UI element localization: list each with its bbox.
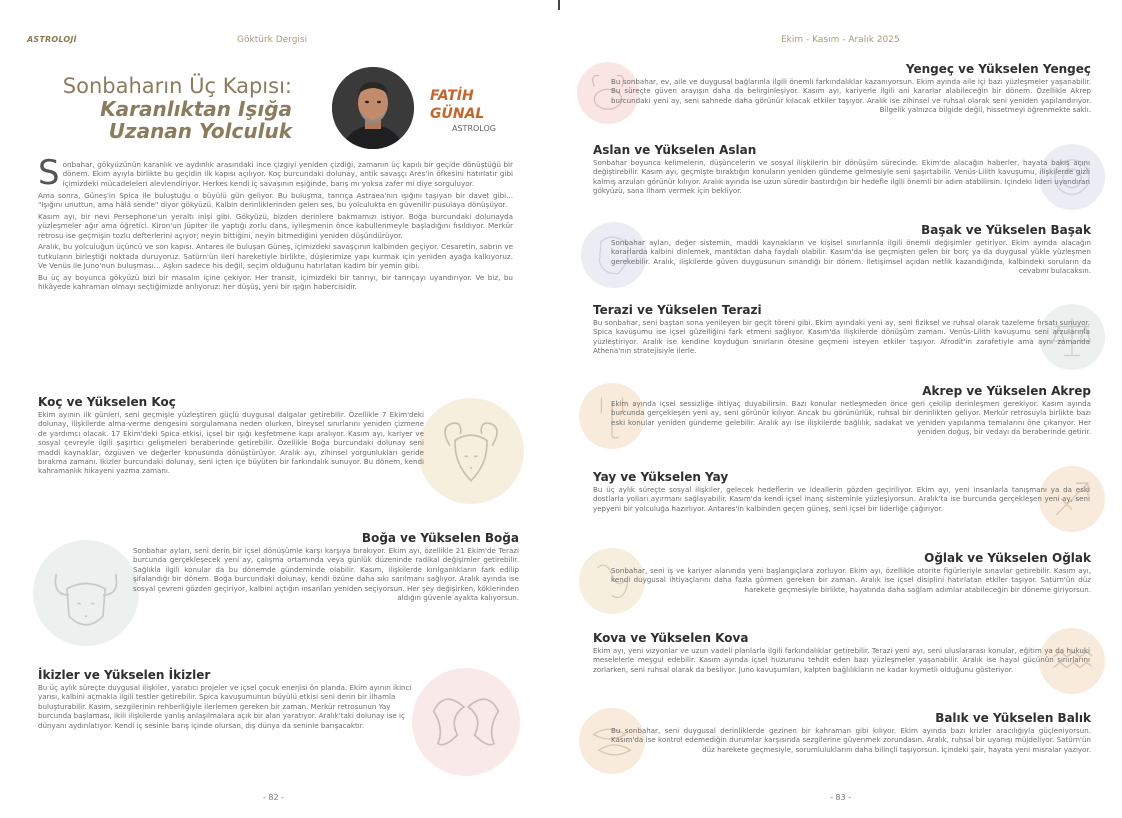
- intro-paragraph: Sonbahar, gökyüzünün karanlık ve aydınlık arasındaki ince çizgiyi yeniden çizdiği, zamanın üç kapılı bir geçide dönüştüğü bir dönem. Ekim ayıyla birlikte bu geçidin ilk kapısı açılıyor. Koç burcundaki dolunay, antik savaşçı Ares'in öfkesini hatırlatır gibi içimizdeki mücadeleleri alevlendiriyor. Herkes kendi iç savaşının eşiğinde, barış mı yoksa zafer mi diye sorguluyor.: [38, 153, 513, 193]
- section-body: Bu sonbahar, ev, aile ve duygusal bağlarınla ilgili önemli farkındalıklar kazanıyorsun. Ekim ayında aile içi bazı yüzleşmeler yaşanabilir. Bu süreçte güven arayışın daha da belirginleşiyor. Kasım ayı, kariyerle ilgili ani kararlar alabileceğin bir dönem. Özellikle Akrep burcundaki yeni ay, seni sahnede daha görünür kılacak etkiler taşıyor. Aralık ise zihinsel ve ruhsal olarak seni yeniden yapılandırıyor. Bilgelik yalnızca bilgide değil, hissetmeyi öğrenmekte saklı.: [611, 77, 1091, 115]
- section-title: Kova ve Yükselen Kova: [593, 631, 749, 645]
- section-title: Koç ve Yükselen Koç: [38, 395, 176, 409]
- zodiac-section-aries: [38, 395, 424, 476]
- section-title: Boğa ve Yükselen Boğa: [361, 531, 519, 545]
- section-title: Başak ve Yükselen Başak: [921, 223, 1091, 237]
- intro-paragraph: Bu üç ay boyunca gökyüzü bizi bir masalın içine çekiyor. Her transit, içimizdeki bir tanrıyı, bir tanrıçayı uyandırıyor. Ve biz, bu hikâyede kahraman olmayı seçtiğimizde anlıyoruz: her düşüş, yeni bir ışığın habercisidir.: [38, 273, 513, 292]
- section-body: Ekim ayında içsel sessizliğe ihtiyaç duyabilirsin. Bazı konular netleşmeden önce geri çekilip derinleşmen gerekiyor. Kasım ayında burcunda gerçekleşen yeni ay, seni görünür kılıyor. Ancak bu görünürlük, ruhsal bir derinlikten geliyor. Merkür retrosuyla birlikte bazı eski konular yeniden gündeme gelebilir. Aralık ayı ise ilişkilerde bağlılık, sadakat ve yeniden yapılanma temalarını öne çıkarıyor. Her yeniden doğuş, bir vedayı da beraberinde getirir.: [611, 399, 1091, 437]
- section-title: Yay ve Yükselen Yay: [593, 470, 729, 484]
- section-body: Ekim ayı, yeni vizyonlar ve uzun vadeli planlarla ilgili farkındalıklar getirebilir. Terazi yeni ayı, seni uluslararası konular, eğitim ya da hukuki meselelerle meşgul edebilir. Kasım ayında içsel huzurunu tehdit eden bazı yüzleşmeler yaşanabilir. Aralık ise hayal gücünün sınırlarını zorlarken, seni ruhsal olarak da besliyor. Juno kavuşumları, kalpten bağlılıkların ne kadar kıymetli olduğunu gösteriyor.: [593, 646, 1090, 674]
- section-title: Akrep ve Yükselen Akrep: [922, 384, 1091, 398]
- intro-text: [38, 153, 513, 294]
- drop-cap: S: [38, 153, 60, 193]
- section-title: Yengeç ve Yükselen Yengeç: [905, 62, 1091, 76]
- right-page: [561, 0, 1122, 818]
- section-title: Balık ve Yükselen Balık: [935, 711, 1091, 725]
- article-title: [40, 74, 292, 142]
- zodiac-section-scorpio: [611, 384, 1091, 437]
- section-body: Ekim ayının ilk günleri, seni geçmişle yüzleştiren güçlü duygusal dalgalar getirebilir. Özellikle 7 Ekim'deki dolunay, ilişkilerde alma-verme dengesini sorgulamana neden olurken, bireysel sınırlarını yeniden çizmene de yardımcı olacak. 17 Ekim'deki Spica etkisi, içsel bir ışığı keşfetmene kapı aralıyor. Kasım ayı, kariyer ve sosyal çevreyle ilgili şaşırtıcı gelişmeleri beraberinde getirebilir. Özellikle Boğa burcundaki dolunay seni maddi kaynaklar, özgüven ve değerler konusunda dönüştürüyor. Aralık ayı, zihinsel yorgunlukları geride bırakma zamanı. İkizler burcundaki dolunay, seni içten içe büyüten bir farkındalık sunuyor. Bu dönem, kendi kahramanlık hikayeni yazma zamanı.: [38, 410, 424, 476]
- intro-paragraph: Kasım ayı, bir nevi Persephone'un yeraltı inişi gibi. Gökyüzü, bizden derinlere bakmamızı istiyor. Boğa burcundaki dolunayda yüzleşmeler ağır ama öğretici. Kiron'un Jüpiter ile yaptığı zorlu dans, iyileşmenin önce kabullenmeyle başladığını fısıldıyor. Merkür retrosu ise geçmişin tozlu defterlerini açıyor; neyin bittiğini, neyin bitmediğini yeniden düşündürüyor.: [38, 211, 513, 240]
- author-photo: [332, 67, 414, 149]
- author-first-name: FATİH: [430, 88, 474, 104]
- zodiac-section-cancer: [611, 62, 1091, 115]
- zodiac-section-capricorn: [611, 551, 1091, 594]
- section-body: Bu üç aylık süreçte duygusal ilişkiler, yaratıcı projeler ve içsel çocuk enerjisi ön planda. Ekim ayının ikinci yarısı, kalbini açmakla ilgili testler getirebilir. Spica kavuşumunun büyülü etkisi seni derin bir ilhamla buluşturabilir. Kasım, sezgilerinin rehberliğiyle ilerlemen gereken bir zaman. Merkür retrosunun Yay burcunda başlaması, ikili ilişkilerde yanlış anlaşılmalara açık bir alan yaratıyor. Aralık'taki dolunay ise iç dünyanı aydınlatıyor. Kendi iç sesinle barış içinde olursan, dış dünya da seninle barışacaktır.: [38, 683, 412, 730]
- intro-paragraph: Ama sonra, Güneş'in Spica ile buluştuğu o büyülü gün geliyor. Bu buluşma, tanrıça Astraea'nın ışığını taşıyan bir davet gibi... "Işığını unuttun, ama hâlâ sende" diyor gökyüzü. Kalbin derinliklerinden gelen ses, bu yolculukta en güvenilir pusulaya dönüşüyor.: [38, 190, 513, 210]
- section-body: Sonbahar, seni iş ve kariyer alanında yeni başlangıçlara zorluyor. Ekim ayı, özellikle otorite figürleriyle sınavlar getirebilir. Kasım ayı, kendi duygusal ihtiyaçlarını daha fazla görmen gereken bir zaman. Aralık ise içsel disiplini hatırlatan etkiler taşıyor. Satürn'ün düz harekete geçmesiyle birlikte, hayatında daha sağlam adımlar atabileceğin bir döneme giriyorsun.: [611, 566, 1091, 594]
- page-number: - 83 -: [830, 793, 852, 802]
- section-body: Sonbahar ayları, değer sistemin, maddi kaynakların ve kişisel sınırlarınla ilgili önemli değişimler getiriyor. Ekim ayında alacağın kararlarda kalbini dinlemek, mantıktan daha faydalı olabilir. Kasım'da ise geçmişten gelen bir borç ya da duygusal yükle yüzleşmen gerekebilir. Aralık, ilişkilerde güven duygusunun sınandığı bir dönem. İletişimsel açıdan netlik kazandığında, kalbindeki soruların da cevabını bulacaksın.: [611, 238, 1091, 276]
- taurus-bull-icon: [33, 540, 139, 646]
- zodiac-section-aquarius: [593, 631, 1090, 674]
- zodiac-section-gemini: [38, 668, 416, 730]
- section-title: Terazi ve Yükselen Terazi: [593, 303, 762, 317]
- section-title: Aslan ve Yükselen Aslan: [593, 143, 757, 157]
- section-label: ASTROLOJİ: [27, 35, 77, 44]
- zodiac-section-pisces: [611, 711, 1091, 754]
- zodiac-section-virgo: [611, 223, 1091, 276]
- section-body: Bu üç aylık süreçte sosyal ilişkiler, gelecek hedeflerin ve ideallerin gözden geçiriliyor. Ekim ayı, yeni insanlarla tanışmanı ya da eski dostlarla yolları ayırmanı sağlayabilir. Kasım'da kendi içsel inanç sisteminle yüzleşiyorsun. Aralık'ta ise burcunda gerçekleşen yeni ay, seni yepyeni bir yolculuğa hazırlıyor. Antares'in kalbinden geçen güneş, seni içsel bir liderliğe çağırıyor.: [593, 485, 1090, 513]
- zodiac-section-leo: [593, 143, 1090, 196]
- zodiac-section-taurus: [133, 531, 519, 602]
- zodiac-section-sagittarius: [593, 470, 1090, 513]
- title-line-3: Uzanan Yolculuk: [108, 119, 292, 143]
- zodiac-section-libra: [593, 303, 1090, 356]
- title-line-2: Karanlıktan Işığa: [100, 97, 292, 121]
- section-body: Bu sonbahar, seni duygusal derinliklerde gezinen bir kahraman gibi kılıyor. Ekim ayında bazı krizler aracılığıyla güçleniyorsun. Kasım'da ise kontrol edemediğin durumlar karşısında sezgilerine güvenmek zorundasın. Aralık, ruhsal bir uyanışı müjdeliyor. Satürn'ün düz harekete geçmesiyle, sorumluluklarını daha bilinçli taşıyorsun. İçindeki şair, hayata yeni mısralar yazıyor.: [611, 726, 1091, 754]
- section-body: Sonbahar ayları, seni derin bir içsel dönüşümle karşı karşıya bırakıyor. Ekim ayı, özellikle 21 Ekim'de Terazi burcunda gerçekleşecek yeni ay, çalışma ortamında veya günlük düzeninde radikal değişimler getirebilir. Sağlıkla ilgili konular da bu dönemde gündeminde olabilir. Kasım, ilişkilerde kırılganlıkların fark edilip şifalandığı bir dönem. Boğa burcundaki dolunay, kendi özüne daha sıkı sarılmanı sağlıyor. Aralık ayında ise sosyal çevreni gözden geçiriyor, kalbini açtığın insanları yeniden seçiyorsun. Her şey değişirken, köklerinden aldığın güvenle ayakta kalıyorsun.: [133, 546, 519, 603]
- page-number: - 82 -: [263, 793, 285, 802]
- gemini-twins-icon: [412, 668, 520, 776]
- magazine-name: Göktürk Dergisi: [237, 35, 308, 45]
- section-title: Oğlak ve Yükselen Oğlak: [924, 551, 1091, 565]
- intro-paragraph: Aralık, bu yolculuğun üçüncü ve son kapısı. Antares ile buluşan Güneş, içimizdeki savaşçının kalbinden geçiyor. Cesaretin, sabrın ve tutkuların birleştiği noktada duruyoruz. Satürn'ün ileri hareketiyle birlikte, düşlerimize yapı kurmak için yeniden ayağa kalkıyoruz. Ve Venüs ile Juno'nun buluşması... Aşkın sadece his değil, seçim olduğunu hatırlatan kadim bir yemin gibi.: [38, 242, 513, 271]
- section-title: İkizler ve Yükselen İkizler: [38, 668, 211, 682]
- section-body: Bu sonbahar, seni baştan sona yenileyen bir geçit töreni gibi. Ekim ayındaki yeni ay, seni fiziksel ve ruhsal olarak tazeleme fırsatı sunuyor. Spica kavuşumu ise içsel güzelliğini fark etmeni sağlıyor. Kasım'da ilişkilerde dönüşüm zamanı. Venüs-Lilith kavuşumu seni arzularınla yüzleştiriyor. Aralık ise kendine koyduğun sınırların ötesine geçmeni isteyen etkiler taşıyor. Afrodit'in zarafetiyle ama aynı zamanda Athena'nın stratejisiyle ilerle.: [593, 318, 1090, 356]
- section-body: Sonbahar boyunca kelimelerin, düşüncelerin ve sosyal ilişkilerin bir dönüşüm sürecinde. Ekim'de alacağın haberler, hayata bakış açını değiştirebilir. Kasım ayı, geçmişte bıraktığın konuların yeniden gündeme gelmesiyle seni şaşırtabilir. Venüs-Lilith kavuşumu, ilişkilerde gizli kalmış arzuları görünür kılıyor. Aralık ayında ise uzun süredir bastırdığın bir hedefle ilgili önemli bir adım atabilirsin. İçindeki lideri uyandıran gökyüzü, sana ilham vermek için bekliyor.: [593, 158, 1090, 196]
- title-line-1: Sonbaharın Üç Kapısı:: [62, 74, 292, 98]
- author-name: [430, 87, 484, 123]
- aries-ram-icon: [418, 398, 524, 504]
- author-role: ASTROLOG: [452, 124, 496, 133]
- issue-date-range: Ekim - Kasım - Aralık 2025: [781, 35, 900, 45]
- author-last-name: GÜNAL: [430, 106, 485, 122]
